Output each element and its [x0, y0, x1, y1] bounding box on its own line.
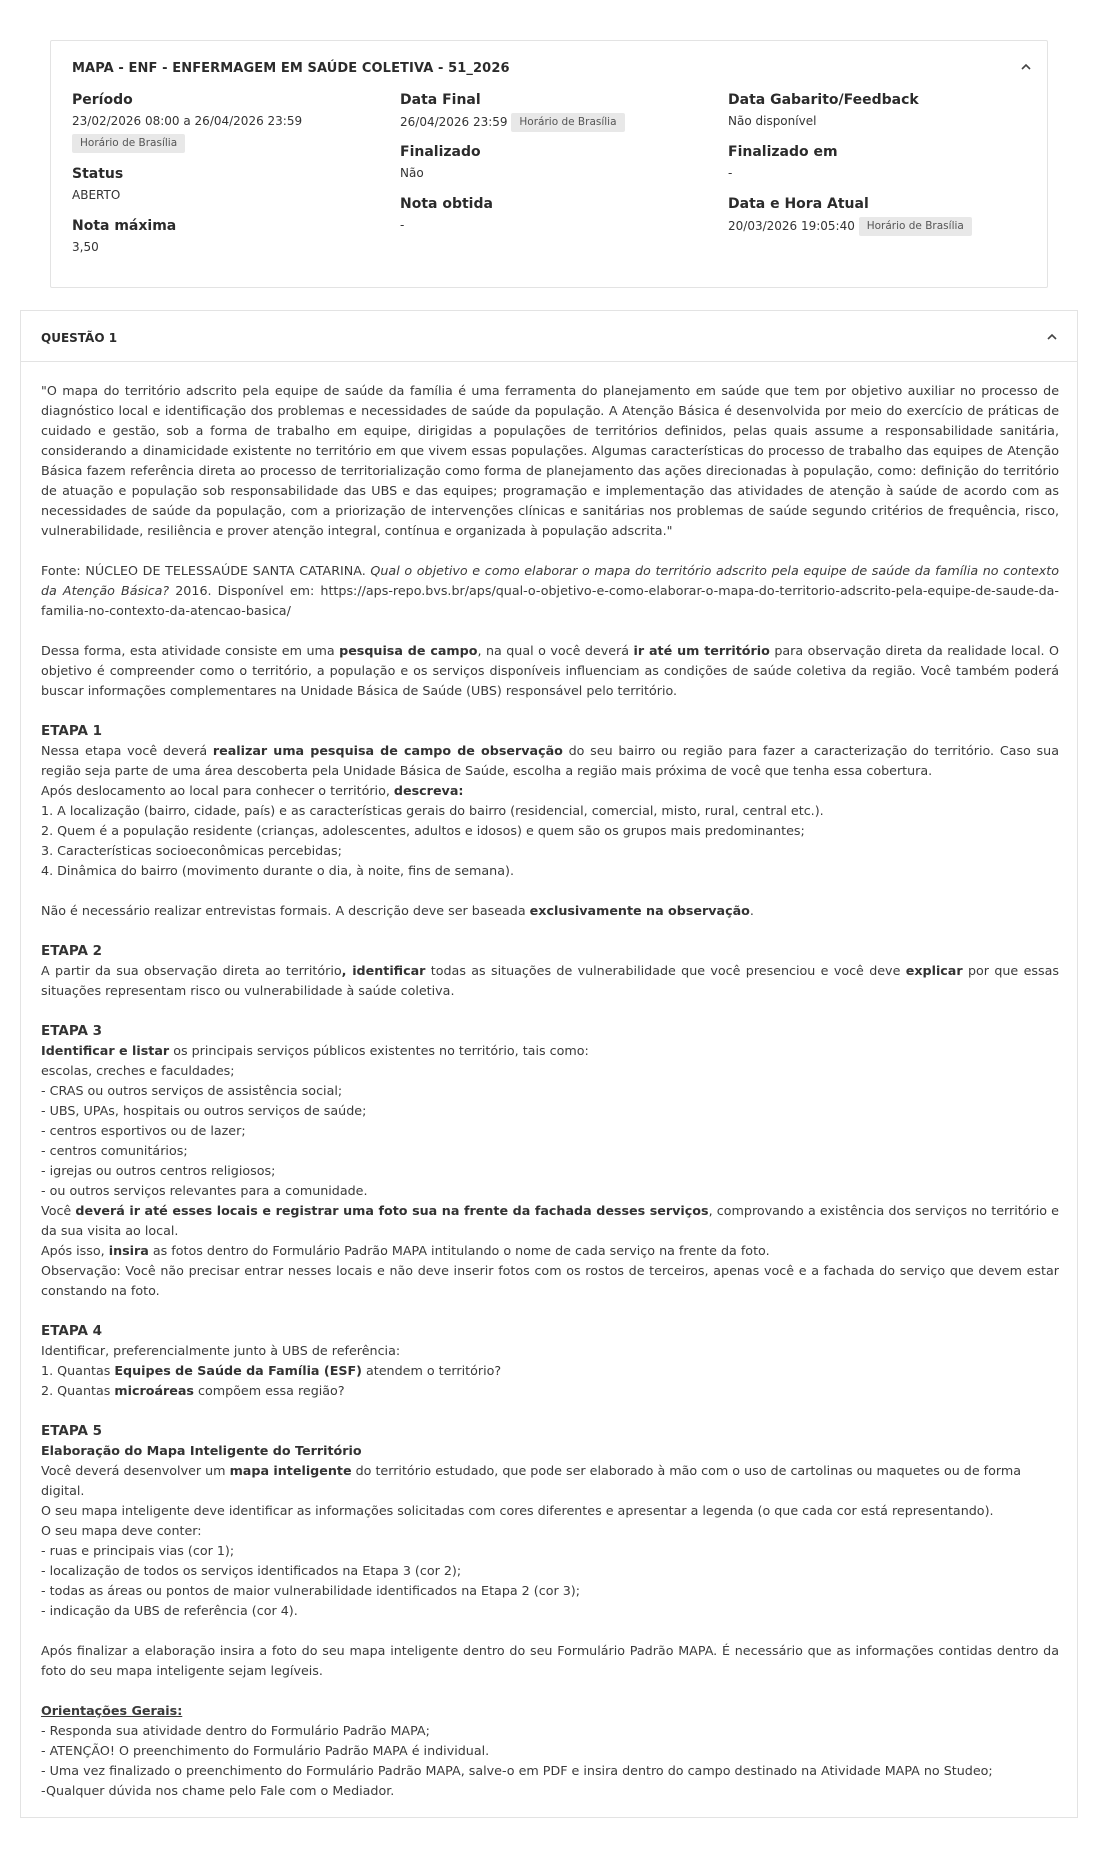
nota-maxima-field [72, 217, 176, 255]
question-title: QUESTÃO 1 [41, 331, 118, 345]
data-final-label: Data Final [400, 92, 481, 108]
nota-obtida-value: - [400, 218, 405, 232]
intro-quote: "O mapa do território adscrito pela equipe de saúde da família é uma ferramenta do planejamento em saúde que tem por objetivo auxiliar no processo de diagnóstico local e identificação dos problemas e necessidades de saúde da população. A Atenção Básica é desenvolvida por meio do exercício de práticas de cuidado e gestão, sob a forma de trabalho em equipe, dirigidas a populações de territórios definidos, pelas quais assume a responsabilidade sanitária, considerando a dinamicidade existente no território em que vivem essas populações. Algumas características do processo de trabalho das equipes de Atenção Básica fazem referência direta ao processo de territorialização como forma de planejamento das ações direcionadas à população, como: definição do território de atuação e população sob responsabilidade das UBS e das equipes; programação e implementação das atividades de atenção à saúde de acordo com as necessidades de saúde da população, com a priorização de intervenções clínicas e sanitárias nos problemas de saúde segundo critérios de frequência, risco, vulnerabilidade, resiliência e prover atenção integral, contínua e organizada à população adscrita." [41, 383, 1059, 538]
finalizado-em-label: Finalizado em [728, 144, 838, 160]
list-item: - ou outros serviços relevantes para a comunidade. [41, 1183, 368, 1198]
finalizado-field [400, 143, 481, 181]
etapa-1-title: ETAPA 1 [41, 723, 103, 739]
data-final-field [400, 91, 625, 132]
list-item: 2. Quem é a população residente (crianças, adolescentes, adultos e idosos) e quem são os grupos mais predominantes; [41, 823, 805, 838]
etapa-5-legend-note: O seu mapa inteligente deve identificar as informações solicitadas com cores diferentes e apresentar a legenda (o que cada cor está representando). [41, 1503, 994, 1518]
list-item: 3. Características socioeconômicas percebidas; [41, 843, 342, 858]
etapa-3-instruction: Você deverá ir até esses locais e registrar uma foto sua na frente da fachada desses serviços, comprovando a existência dos serviços no território e da sua visita ao local. [41, 1203, 1059, 1238]
etapa-2-title: ETAPA 2 [41, 943, 103, 959]
list-item: - indicação da UBS de referência (cor 4). [41, 1603, 298, 1618]
list-item: - centros esportivos ou de lazer; [41, 1123, 246, 1138]
question-body [41, 381, 1059, 1801]
orientacoes-title: Orientações Gerais: [41, 1703, 183, 1718]
list-item: - centros comunitários; [41, 1143, 188, 1158]
activity-info-card [50, 40, 1048, 288]
periodo-field [72, 91, 302, 153]
list-item: - CRAS ou outros serviços de assistência social; [41, 1083, 343, 1098]
chevron-up-icon[interactable] [1017, 61, 1035, 75]
etapa-1-instruction: Após deslocamento ao local para conhecer o território, descreva: [41, 783, 464, 798]
list-item: - Responda sua atividade dentro do Formulário Padrão MAPA; [41, 1723, 430, 1738]
data-hora-value: 20/03/2026 19:05:40 [728, 219, 855, 233]
finalizado-em-field [728, 143, 838, 181]
list-item: - ATENÇÃO! O preenchimento do Formulário Padrão MAPA é individual. [41, 1743, 490, 1758]
gabarito-value: Não disponível [728, 114, 817, 128]
etapa-3-observation: Observação: Você não precisar entrar nesses locais e não deve inserir fotos com os rostos de terceiros, apenas você e a fachada do serviço que devem estar constando na foto. [41, 1263, 1059, 1298]
etapa-5-subtitle: Elaboração do Mapa Inteligente do Território [41, 1443, 362, 1458]
list-item: - todas as áreas ou pontos de maior vulnerabilidade identificados na Etapa 2 (cor 3); [41, 1583, 581, 1598]
list-item: - UBS, UPAs, hospitais ou outros serviços de saúde; [41, 1103, 367, 1118]
etapa-3-title: ETAPA 3 [41, 1023, 103, 1039]
finalizado-em-value: - [728, 166, 733, 180]
etapa-2-text: A partir da sua observação direta ao território, identificar todas as situações de vulnerabilidade que você presenciou e você deve explicar por que essas situações representam risco ou vulnerabilidade à saúde coletiva. [41, 963, 1059, 998]
nota-obtida-label: Nota obtida [400, 196, 493, 212]
list-item: -Qualquer dúvida nos chame pelo Fale com o Mediador. [41, 1783, 395, 1798]
status-field [72, 165, 123, 203]
status-label: Status [72, 166, 124, 182]
gabarito-label: Data Gabarito/Feedback [728, 92, 919, 108]
timezone-tag: Horário de Brasília [511, 113, 624, 132]
etapa-3-insert: Após isso, insira as fotos dentro do Formulário Padrão MAPA intitulando o nome de cada serviço na frente da foto. [41, 1243, 770, 1258]
status-value: ABERTO [72, 188, 121, 202]
list-item: 2. Quantas microáreas compõem essa região? [41, 1383, 345, 1398]
etapa-3-text: Identificar e listar os principais serviços públicos existentes no território, tais como: [41, 1043, 589, 1058]
chevron-up-icon[interactable] [1043, 331, 1061, 345]
etapa-4-text: Identificar, preferencialmente junto à UBS de referência: [41, 1343, 401, 1358]
data-hora-label: Data e Hora Atual [728, 196, 869, 212]
etapa-5-title: ETAPA 5 [41, 1423, 103, 1439]
periodo-label: Período [72, 92, 133, 108]
etapa-4-title: ETAPA 4 [41, 1323, 103, 1339]
data-final-value: 26/04/2026 23:59 [400, 115, 508, 129]
etapa-5-final-note: Após finalizar a elaboração insira a foto do seu mapa inteligente dentro do seu Formulário Padrão MAPA. É necessário que as informações contidas dentro da foto do seu mapa inteligente sejam legíveis. [41, 1643, 1059, 1678]
question-card [20, 310, 1078, 1818]
periodo-value: 23/02/2026 08:00 a 26/04/2026 23:59 [72, 114, 303, 128]
list-item: - localização de todos os serviços identificados na Etapa 3 (cor 2); [41, 1563, 462, 1578]
etapa-5-text: Você deverá desenvolver um mapa inteligente do território estudado, que pode ser elaborado à mão com o uso de cartolinas ou maquetes ou de forma digital. [41, 1463, 1022, 1498]
list-item: escolas, creches e faculdades; [41, 1063, 235, 1078]
list-item: - igrejas ou outros centros religiosos; [41, 1163, 276, 1178]
question-header[interactable] [21, 311, 1077, 362]
timezone-tag: Horário de Brasília [72, 134, 185, 153]
etapa-1-text: Nessa etapa você deverá realizar uma pesquisa de campo de observação do seu bairro ou região para fazer a caracterização do território. Caso sua região seja parte de uma área descoberta pela Unidade Básica de Saúde, escolha a região mais próxima de você que tenha essa cobertura. [41, 743, 1059, 778]
list-item: - Uma vez finalizado o preenchimento do Formulário Padrão MAPA, salve-o em PDF e insira dentro do campo destinado na Atividade MAPA no Studeo; [41, 1763, 993, 1778]
activity-description: Dessa forma, esta atividade consiste em uma pesquisa de campo, na qual o você deverá ir até um território para observação direta da realidade local. O objetivo é compreender como o território, a população e os serviços disponíveis influenciam as condições de saúde coletiva da região. Você também poderá buscar informações complementares na Unidade Básica de Saúde (UBS) responsável pelo território. [41, 643, 1059, 698]
gabarito-field [728, 91, 919, 129]
list-item: 1. Quantas Equipes de Saúde da Família (ESF) atendem o território? [41, 1363, 502, 1378]
list-item: 1. A localização (bairro, cidade, país) e as características gerais do bairro (residencial, comercial, misto, rural, central etc.). [41, 803, 824, 818]
nota-obtida-field [400, 195, 493, 233]
nota-maxima-label: Nota máxima [72, 218, 177, 234]
etapa-5-contents-label: O seu mapa deve conter: [41, 1523, 202, 1538]
data-hora-field [728, 195, 972, 236]
timezone-tag: Horário de Brasília [859, 217, 972, 236]
etapa-1-note: Não é necessário realizar entrevistas formais. A descrição deve ser baseada exclusivamente na observação. [41, 903, 754, 918]
list-item: 4. Dinâmica do bairro (movimento durante o dia, à noite, fins de semana). [41, 863, 514, 878]
fonte-citation: Fonte: NÚCLEO DE TELESSAÚDE SANTA CATARINA. Qual o objetivo e como elaborar o mapa do território adscrito pela equipe de saúde da família no contexto da Atenção Básica? 2016. Disponível em: https://aps-repo.bvs.br/aps/qual-o-objetivo-e-como-elaborar-o-mapa-do-territorio-adscrito-pela-equipe-de-saude-da-familia-no-contexto-da-atencao-basica/ [41, 563, 1059, 618]
finalizado-label: Finalizado [400, 144, 481, 160]
nota-maxima-value: 3,50 [72, 240, 99, 254]
activity-title: MAPA - ENF - ENFERMAGEM EM SAÚDE COLETIVA - 51_2026 [72, 61, 510, 76]
finalizado-value: Não [400, 166, 424, 180]
list-item: - ruas e principais vias (cor 1); [41, 1543, 235, 1558]
